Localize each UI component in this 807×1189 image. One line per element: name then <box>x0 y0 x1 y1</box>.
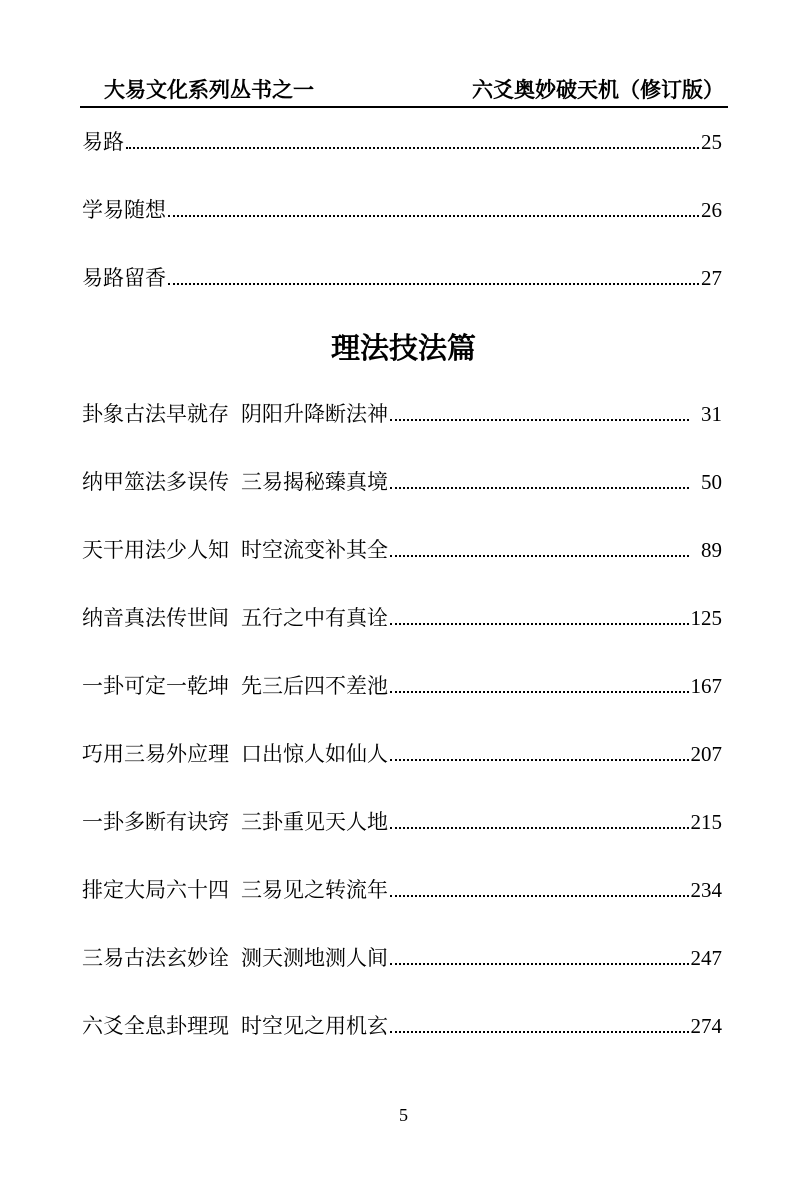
toc-entry[interactable] <box>82 127 722 157</box>
toc-entry-title-first: 三易古法玄妙诠 <box>82 946 229 970</box>
toc-entry-page: 234 <box>690 878 722 902</box>
toc-entry-title-second: 时空见之用机玄 <box>241 1014 388 1038</box>
dot-leader <box>390 895 689 897</box>
toc-entry-title-second: 三卦重见天人地 <box>241 810 388 834</box>
toc-entry-title-second: 测天测地测人间 <box>241 946 388 970</box>
toc-entry-title-first: 一卦多断有诀窍 <box>82 810 229 834</box>
toc-entry-page: 89 <box>701 538 722 562</box>
toc-entry-title-first: 六爻全息卦理现 <box>82 1014 229 1038</box>
dot-leader <box>390 827 689 829</box>
dot-leader <box>168 215 699 217</box>
toc-entry-title <box>82 399 388 429</box>
toc-entry-page: 25 <box>701 130 722 154</box>
dot-leader <box>390 419 689 421</box>
dot-leader <box>390 487 689 489</box>
running-header <box>80 72 728 108</box>
dot-leader <box>390 555 689 557</box>
toc-entry-title-first: 纳甲筮法多误传 <box>82 470 229 494</box>
toc-entry-title: 学易随想 <box>82 198 166 222</box>
toc-entry-title <box>82 875 388 905</box>
dot-leader <box>168 283 699 285</box>
toc-entry-page: 215 <box>690 810 722 834</box>
toc-entry-page: 207 <box>690 742 722 766</box>
toc-entry-page: 31 <box>701 402 722 426</box>
toc-entry[interactable] <box>82 671 722 701</box>
toc-entry-page: 26 <box>701 198 722 222</box>
toc-entry-title-first: 一卦可定一乾坤 <box>82 674 229 698</box>
dot-leader <box>390 963 689 965</box>
toc-entry-title-first: 排定大局六十四 <box>82 878 229 902</box>
toc-entry-title-second: 口出惊人如仙人 <box>241 742 388 766</box>
toc-entry-page: 247 <box>690 946 722 970</box>
toc-entry-title <box>82 467 388 497</box>
toc-entry-page: 125 <box>690 606 722 630</box>
toc-entry-title <box>82 535 388 565</box>
toc-entry-page: 167 <box>690 674 722 698</box>
toc-entry[interactable] <box>82 263 722 293</box>
toc-entry[interactable] <box>82 399 722 429</box>
toc-entry-title-second: 阴阳升降断法神 <box>241 402 388 426</box>
toc-entry[interactable] <box>82 467 722 497</box>
toc-entry-title <box>82 739 388 769</box>
toc-entry[interactable] <box>82 875 722 905</box>
series-title: 大易文化系列丛书之一 <box>104 78 314 102</box>
dot-leader <box>390 759 689 761</box>
toc-entry[interactable] <box>82 535 722 565</box>
toc-entry-page: 274 <box>690 1014 722 1038</box>
toc-entry-title-second: 先三后四不差池 <box>241 674 388 698</box>
toc-entry-title-second: 三易揭秘臻真境 <box>241 470 388 494</box>
toc-entry[interactable] <box>82 943 722 973</box>
toc-entry-title-second: 五行之中有真诠 <box>241 606 388 630</box>
toc-entry[interactable] <box>82 739 722 769</box>
toc-entry-title <box>82 603 388 633</box>
toc-entry-title: 易路 <box>82 130 124 154</box>
dot-leader <box>390 623 689 625</box>
book-title: 六爻奥妙破天机（修订版） <box>472 78 724 102</box>
toc-entry-title: 易路留香 <box>82 266 166 290</box>
toc-entry-title-first: 巧用三易外应理 <box>82 742 229 766</box>
toc-entry-page: 50 <box>701 470 722 494</box>
toc-entry-title <box>82 671 388 701</box>
toc-entry-title-first: 卦象古法早就存 <box>82 402 229 426</box>
toc-entry[interactable] <box>82 195 722 225</box>
dot-leader <box>390 1031 689 1033</box>
toc-entry-title <box>82 943 388 973</box>
toc-entry-title <box>82 1011 388 1041</box>
toc-entry-title <box>82 807 388 837</box>
toc-entry-title-first: 纳音真法传世间 <box>82 606 229 630</box>
page-number: 5 <box>399 1105 408 1125</box>
toc-entry-title-second: 时空流变补其全 <box>241 538 388 562</box>
toc-entry[interactable] <box>82 1011 722 1041</box>
section-heading: 理法技法篇 <box>330 331 476 365</box>
toc-entry-title-second: 三易见之转流年 <box>241 878 388 902</box>
toc-entry[interactable] <box>82 807 722 837</box>
toc-entry-page: 27 <box>701 266 722 290</box>
dot-leader <box>390 691 689 693</box>
toc-entry[interactable] <box>82 603 722 633</box>
dot-leader <box>126 147 699 149</box>
toc-entry-title-first: 天干用法少人知 <box>82 538 229 562</box>
